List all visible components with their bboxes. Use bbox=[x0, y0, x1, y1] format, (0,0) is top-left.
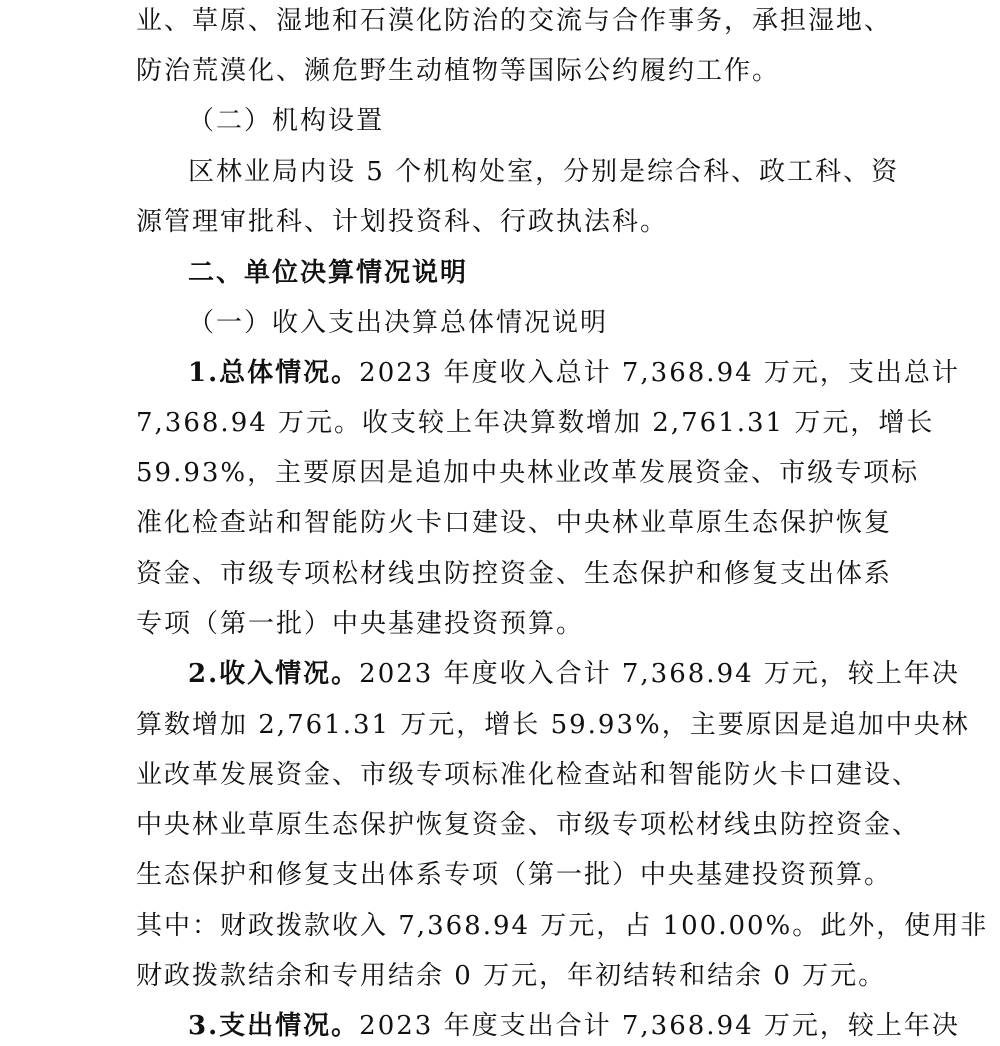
paragraph-text bbox=[219, 659, 960, 689]
body-text-line: 准化检查站和智能防火卡口建设、中央林业草原生态保护恢复 bbox=[136, 508, 893, 538]
body-text-line: 其中：财政拨款收入 7,368.94 万元，占 100.00%。此外，使用非 bbox=[136, 911, 989, 941]
paragraph-overall-line bbox=[188, 353, 960, 393]
paragraph-income-line bbox=[188, 654, 960, 694]
body-text-line: 59.93%，主要原因是追加中央林业改革发展资金、市级专项标 bbox=[136, 458, 920, 488]
body-text-line: 资金、市级专项松材线虫防控资金、生态保护和修复支出体系 bbox=[136, 559, 893, 589]
body-text-line: 业、草原、湿地和石漠化防治的交流与合作事务，承担湿地、 bbox=[136, 6, 893, 36]
item-body: 2023 年度支出合计 7,368.94 万元，较上年决 bbox=[359, 1011, 960, 1041]
body-text-line: 区林业局内设 5 个机构处室，分别是综合科、政工科、资 bbox=[188, 157, 900, 187]
item-number: 2. bbox=[188, 659, 220, 689]
body-text-line: 生态保护和修复支出体系专项（第一批）中央基建投资预算。 bbox=[136, 860, 893, 890]
body-text-line: 防治荒漠化、濒危野生动植物等国际公约履约工作。 bbox=[136, 56, 781, 86]
section-heading: 二、单位决算情况说明 bbox=[188, 258, 469, 288]
subsection-heading: （二）机构设置 bbox=[188, 106, 385, 136]
item-heading: 总体情况。 bbox=[219, 358, 360, 388]
paragraph-text bbox=[219, 358, 960, 388]
item-body: 2023 年度收入总计 7,368.94 万元，支出总计 bbox=[359, 358, 960, 388]
body-text-line: 业改革发展资金、市级专项标准化检查站和智能防火卡口建设、 bbox=[136, 760, 921, 790]
subsection-heading: （一）收入支出决算总体情况说明 bbox=[188, 308, 609, 338]
body-text-line: 源管理审批科、计划投资科、行政执法科。 bbox=[136, 207, 669, 237]
item-heading: 支出情况。 bbox=[219, 1011, 360, 1041]
item-number: 1. bbox=[188, 358, 220, 388]
body-text-line: 专项（第一批）中央基建投资预算。 bbox=[136, 609, 585, 639]
body-text-line: 算数增加 2,761.31 万元，增长 59.93%，主要原因是追加中央林 bbox=[136, 710, 970, 740]
paragraph-expense-line bbox=[188, 1006, 960, 1046]
paragraph-text bbox=[219, 1011, 960, 1041]
item-body: 2023 年度收入合计 7,368.94 万元，较上年决 bbox=[359, 659, 960, 689]
item-heading: 收入情况。 bbox=[219, 659, 360, 689]
body-text-line: 7,368.94 万元。收支较上年决算数增加 2,761.31 万元，增长 bbox=[136, 408, 935, 438]
item-number: 3. bbox=[188, 1011, 220, 1041]
body-text-line: 财政拨款结余和专用结余 0 万元，年初结转和结余 0 万元。 bbox=[136, 961, 887, 991]
body-text-line: 中央林业草原生态保护恢复资金、市级专项松材线虫防控资金、 bbox=[136, 810, 921, 840]
